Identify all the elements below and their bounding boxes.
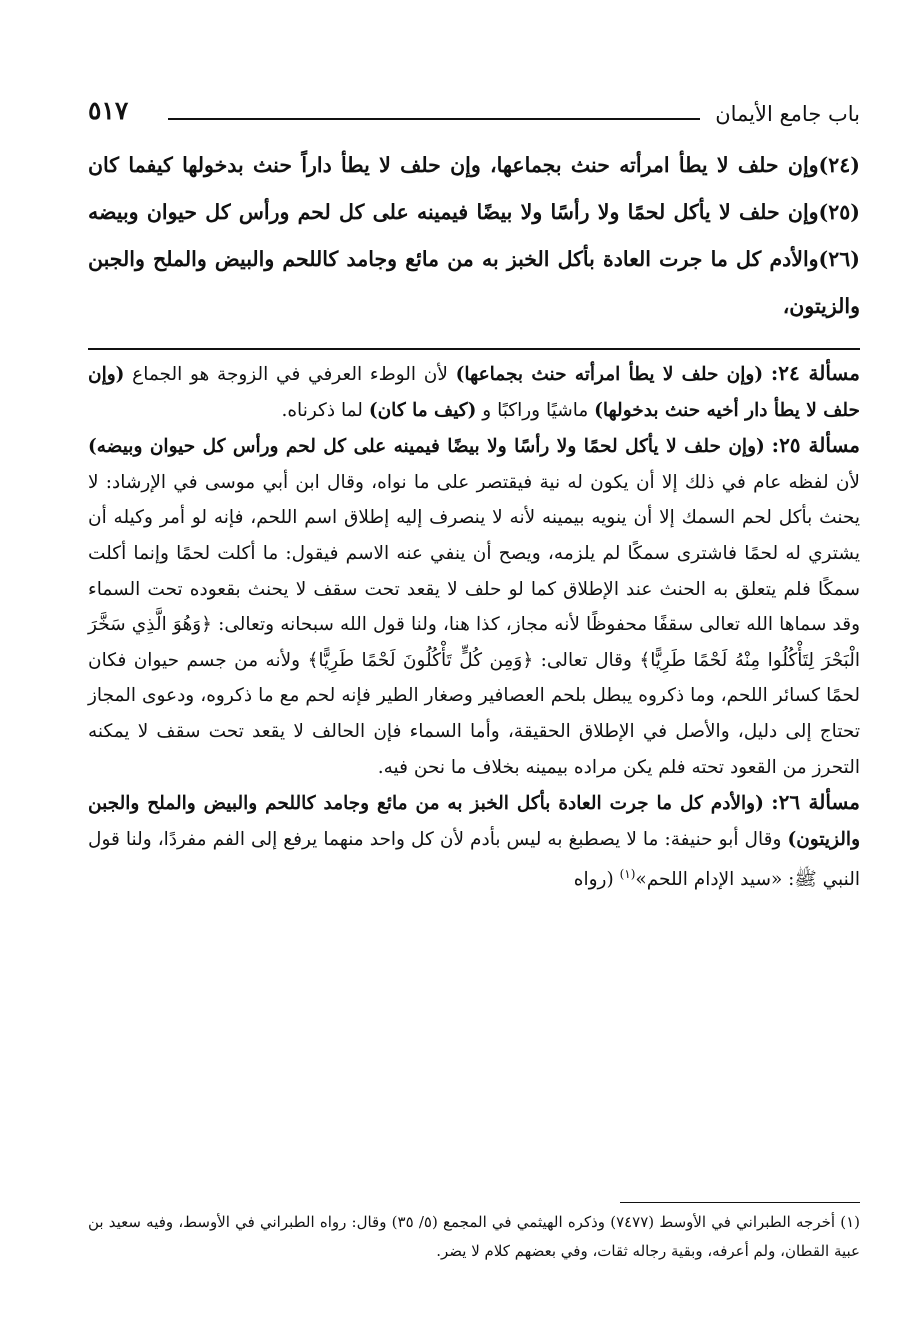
masala-26 bbox=[88, 785, 860, 898]
text-separator-rule bbox=[88, 348, 860, 350]
masala-26-text-1: وقال أبو حنيفة: ما لا يصطبغ به ليس بأدم لأن كل واحد منهما يرفع إلى الفم مفردًا، ولنا قول النبي ﷺ: «سيد الإدام اللحم» bbox=[88, 828, 860, 891]
masala-25-label: مسألة ٢٥: bbox=[771, 433, 860, 458]
chapter-title: باب جامع الأيمان bbox=[715, 102, 860, 126]
masala-24-text-2: ماشيًا وراكبًا و bbox=[482, 399, 589, 421]
masala-25-text-3: ولأنه من جسم حيوان فكان لحمًا كسائر اللحم، وما ذكروه يبطل بلحم العصافير وصغار الطير فإنه لحم مع ما ذكروه، ودعوى المجاز تحتاج إلى دليل، والأصل في الإطلاق الحقيقة، وأما السماء فإن الحالف لا يقعد تحت سقف لا يمكنه التحرز من القعود تحته فلم يكن مراده بيمينه بخلاف ما نحن فيه. bbox=[88, 649, 860, 778]
masala-25-quran-verse-1: ﴿وَهُوَ الَّذِي سَخَّرَ الْبَحْرَ لِتَأْكُلُوا مِنْهُ لَحْمًا طَرِيًّا﴾ bbox=[88, 614, 860, 671]
masala-24-label: مسألة ٢٤: bbox=[770, 361, 860, 385]
masala-24 bbox=[88, 356, 860, 428]
masala-24-quote-1: (وإن حلف لا يطأ امرأته حنث بجماعها) bbox=[455, 364, 764, 385]
masala-25-quran-verse-2: ﴿وَمِن كُلٍّ تَأْكُلُونَ لَحْمًا طَرِيًّا﴾ bbox=[307, 649, 534, 671]
running-header bbox=[88, 96, 860, 136]
masala-25-text-2: وقال تعالى: bbox=[540, 649, 632, 671]
header-rule bbox=[168, 118, 700, 120]
footnotes bbox=[88, 1208, 860, 1266]
footnote-rule bbox=[620, 1202, 860, 1203]
masala-25 bbox=[88, 428, 860, 785]
masala-25-quote-1: (وإن حلف لا يأكل لحمًا ولا رأسًا ولا بيضًا فيمينه على كل لحم ورأس كل حيوان وبيضه) bbox=[88, 436, 765, 458]
masala-24-quote-2: (وإن حلف لا يطأ دار أخيه حنث بدخولها) bbox=[88, 364, 860, 421]
footnote-1: (١) أخرجه الطبراني في الأوسط (٧٤٧٧) وذكره الهيثمي في المجمع (٥/ ٣٥) وقال: رواه الطبراني في الأوسط، وفيه سعيد بن عبية القطان، ولم أعرفه، وبقية رجاله ثقات، وفي بعضهم كلام لا يضر. bbox=[88, 1213, 860, 1260]
masala-24-text-1: لأن الوطء العرفي في الزوجة هو الجماع bbox=[132, 364, 448, 385]
masala-24-quote-3: (كيف ما كان) bbox=[368, 399, 477, 421]
main-text: (٢٤)وإن حلف لا يطأ امرأته حنث بجماعها، وإن حلف لا يطأ داراً حنث بدخولها كيفما كان (٢٥)وإن حلف لا يأكل لحمًا ولا رأسًا ولا بيضًا فيمينه على كل لحم ورأس كل حيوان وبيضه (٢٦)والأدم كل ما جرت العادة بأكل الخبز به من مائع وجامد كاللحم والبيض والملح والجبن والزيتون، bbox=[88, 153, 860, 318]
masala-26-text-2: (رواه bbox=[573, 869, 614, 891]
masala-25-text-1: لأن لفظه عام في ذلك إلا أن يكون له نية فيقتصر على ما نواه، وقال ابن أبي موسى في الإرشاد: لا يحنث بأكل لحم السمك إلا أن ينويه بيمينه لأنه لا ينصرف إليه إطلاق اسم اللحم، فإنه لو أمر وكيله أن يشتري له لحمًا فاشترى سمكًا لم يلزمه، ويصح أن ينفي عنه الاسم فيقول: ما أكلت لحمًا وإنما أكلت سمكًا فلم يتعلق به الحنث عند الإطلاق كما لو حلف لا يقعد تحت سقف لا يحنث بقعوده تحت السماء وقد سماها الله تعالى سقفًا محفوظًا لأنه مجاز، كذا هنا، ولنا قول الله سبحانه وتعالى: bbox=[88, 471, 861, 636]
masala-26-quote-1: (والأدم كل ما جرت العادة بأكل الخبز به من مائع وجامد كاللحم والبيض والملح والجبن والزيتون) bbox=[88, 793, 860, 850]
masala-26-label: مسألة ٢٦: bbox=[771, 790, 861, 815]
page-number: ٥١٧ bbox=[88, 96, 129, 125]
footnote-reference-1[interactable]: (١) bbox=[619, 867, 636, 882]
masala-24-text-3: لما ذكرناه. bbox=[281, 399, 363, 421]
commentary bbox=[88, 356, 860, 898]
